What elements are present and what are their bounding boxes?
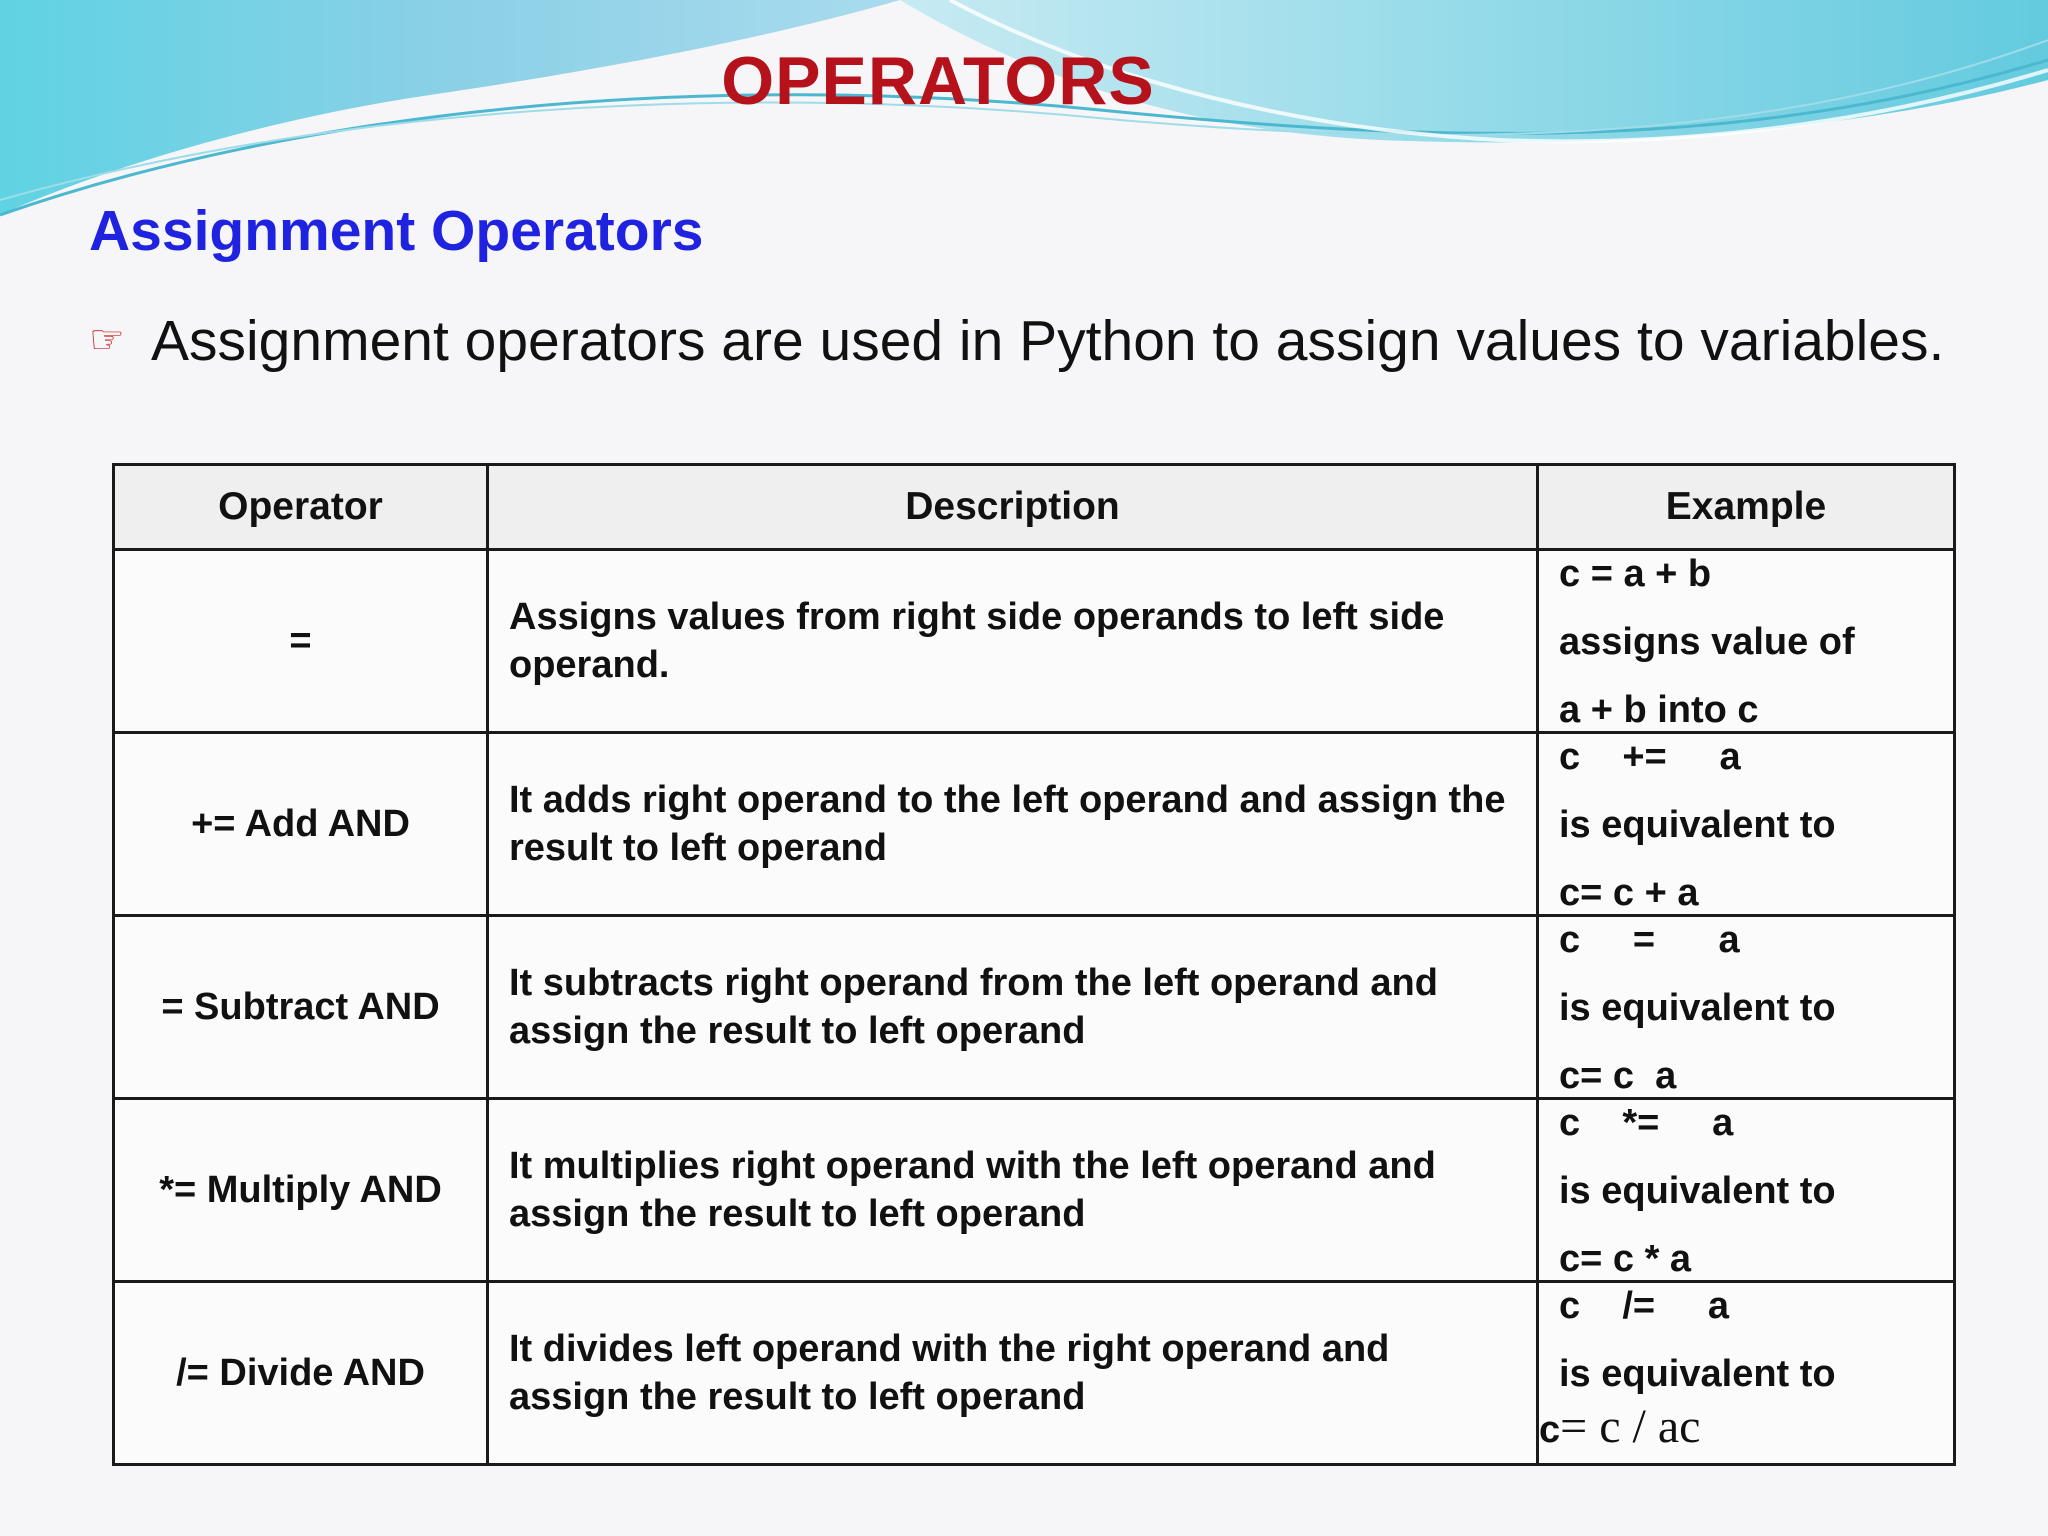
header-example: Example [1538, 465, 1955, 550]
example-cell [1538, 1099, 1955, 1282]
example-line: c = a [1559, 919, 1740, 961]
bullet-text: Assignment operators are used in Python to assign values to variables. [151, 309, 1945, 373]
table-row [114, 1099, 1955, 1282]
header-description: Description [488, 465, 1538, 550]
example-cell [1538, 1282, 1955, 1465]
example-line: is equivalent to [1559, 1170, 1836, 1212]
operator-cell: += Add AND [114, 733, 488, 916]
example-cell [1538, 550, 1955, 733]
slide-title: OPERATORS [721, 43, 1155, 119]
header-operator: Operator [114, 465, 488, 550]
example-line: c /= a [1559, 1285, 1730, 1327]
description-cell: It multiplies right operand with the left operand and assign the result to left operand [488, 1099, 1538, 1282]
example-line [1539, 1399, 1700, 1454]
table-row [114, 916, 1955, 1099]
table-row [114, 1282, 1955, 1465]
operator-cell: = Subtract AND [114, 916, 488, 1099]
table-row [114, 550, 1955, 733]
example-line: c *= a [1559, 1102, 1734, 1144]
description-cell: It divides left operand with the right operand and assign the result to left operand [488, 1282, 1538, 1465]
pointing-hand-icon: ☞ [89, 318, 125, 362]
description-cell: Assigns values from right side operands to left side operand. [488, 550, 1538, 733]
operator-cell: /= Divide AND [114, 1282, 488, 1465]
example-line: c += a [1559, 736, 1741, 778]
example-line-bold-part: c [1539, 1409, 1561, 1451]
example-line: is equivalent to [1559, 1353, 1836, 1395]
example-line: c= c + a [1559, 872, 1699, 914]
table-header-row [114, 465, 1955, 550]
operator-cell: *= Multiply AND [114, 1099, 488, 1282]
example-line-rest: = c / ac [1560, 1400, 1701, 1453]
example-line: assigns value of [1559, 621, 1855, 663]
example-line: c= c * a [1559, 1238, 1692, 1280]
example-line: c= c a [1559, 1055, 1677, 1097]
example-line: c = a + b [1559, 553, 1712, 595]
description-cell: It adds right operand to the left operand and assign the result to left operand [488, 733, 1538, 916]
example-line: a + b into c [1559, 689, 1759, 731]
description-cell: It subtracts right operand from the left operand and assign the result to left operand [488, 916, 1538, 1099]
assignment-operators-table [112, 463, 1956, 1466]
example-cell [1538, 916, 1955, 1099]
example-line: is equivalent to [1559, 804, 1836, 846]
section-heading: Assignment Operators [89, 199, 704, 263]
operator-cell: = [114, 550, 488, 733]
table-row [114, 733, 1955, 916]
example-cell [1538, 733, 1955, 916]
example-line: is equivalent to [1559, 987, 1836, 1029]
